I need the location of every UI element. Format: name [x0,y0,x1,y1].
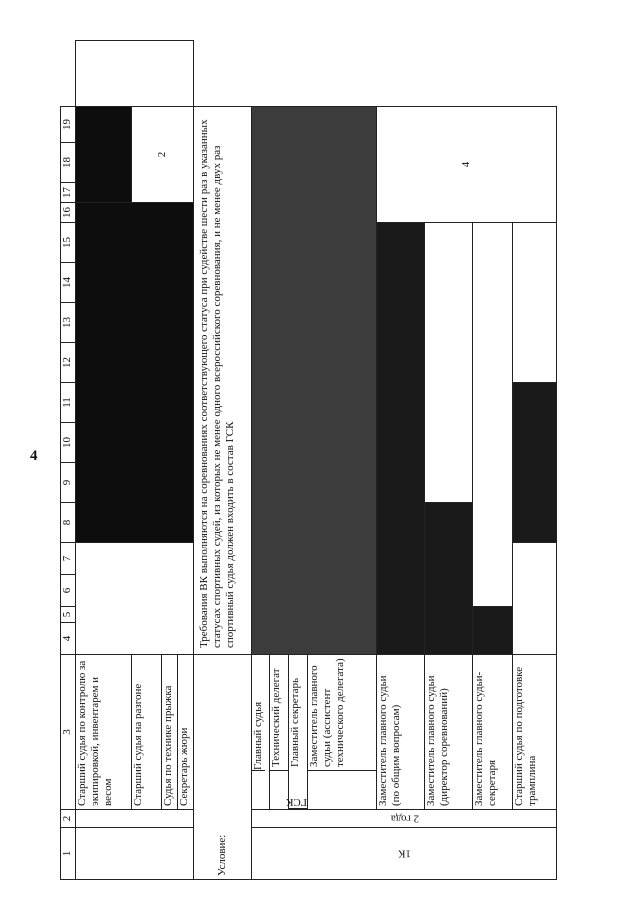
gsk-role: Главный секретарь [289,678,301,767]
col-number: 9 [61,463,76,503]
empty-cell [425,223,473,503]
qualification-table [60,40,557,880]
empty-cell [513,223,557,383]
deputies-count: 4 [377,107,557,223]
condition-text: Требования ВК выполняются на соревнованиях соответствующего статуса при судействе шести раз в указанных статусах спортивных судей, из которых не менее одного всероссийского соревнования, и не менее двух раз спортивный судья должен входить в состав ГСК [194,107,252,655]
empty-cell [76,810,194,828]
deputy-row [377,41,425,880]
term-label: 2 года [252,810,557,828]
empty-cell [76,828,194,880]
col-number: 6 [61,575,76,607]
jury-role: Старший судья на разгоне [132,655,162,810]
gsk-role: Технический делегат [270,668,282,767]
gsk-role-cell [308,655,377,810]
empty-cell [473,223,513,607]
shaded-cell [377,223,425,655]
col-number: 11 [61,383,76,423]
condition-label: Условие: [194,655,252,880]
col-number: 15 [61,223,76,263]
col-number: 2 [61,810,76,828]
col-number: 7 [61,543,76,575]
jury-role: Секретарь жюри [178,655,194,810]
empty-cell [252,655,270,810]
col-number: 10 [61,423,76,463]
condition-row [194,41,252,880]
gsk-label: ГСК [289,770,307,809]
jury-count: 2 [132,107,194,203]
category-label: 1К [252,828,557,880]
shaded-cell [425,503,473,655]
jury-row [76,41,132,880]
col-number: 4 [61,623,76,655]
jury-role: Судья по технике прыжка [162,655,178,810]
gsk-role: Заместитель главного судьи (ассистент технического делегата) [308,658,346,767]
gsk-role-cell [270,655,289,810]
gsk-role: Главный судья [252,701,264,770]
gsk-role-cell [286,655,308,810]
col-number: 3 [61,655,76,810]
col-number: 18 [61,143,76,183]
deputy-role: Заместитель главного судьи (по общим вопросам) [377,655,425,810]
empty-cell [513,543,557,655]
deputy-role: Заместитель главного судьи-секретаря [473,655,513,810]
col-number: 19 [61,107,76,143]
empty-cell [76,543,194,655]
gsk-row [252,41,270,880]
col-number: 13 [61,303,76,343]
col-number: 8 [61,503,76,543]
deputy-role: Старший судья по подготовке трамплина [513,655,557,810]
jury-role: Старший судья по контролю за экипировкой, инвентарем и весом [76,655,132,810]
shaded-cell [76,203,194,543]
col-number: 12 [61,343,76,383]
col-number: 5 [61,607,76,623]
shaded-cell [252,107,377,655]
shaded-cell [473,607,513,655]
col-number: 17 [61,183,76,203]
col-number: 14 [61,263,76,303]
col-number: 16 [61,203,76,223]
shaded-cell [76,107,132,203]
rotated-table-page [60,40,605,880]
column-number-row [61,41,76,880]
empty-cell [76,41,194,107]
shaded-cell [513,383,557,543]
page-number: 4 [30,448,38,464]
col-number: 1 [61,828,76,880]
deputy-role: Заместитель главного судьи (директор соревнований) [425,655,473,810]
